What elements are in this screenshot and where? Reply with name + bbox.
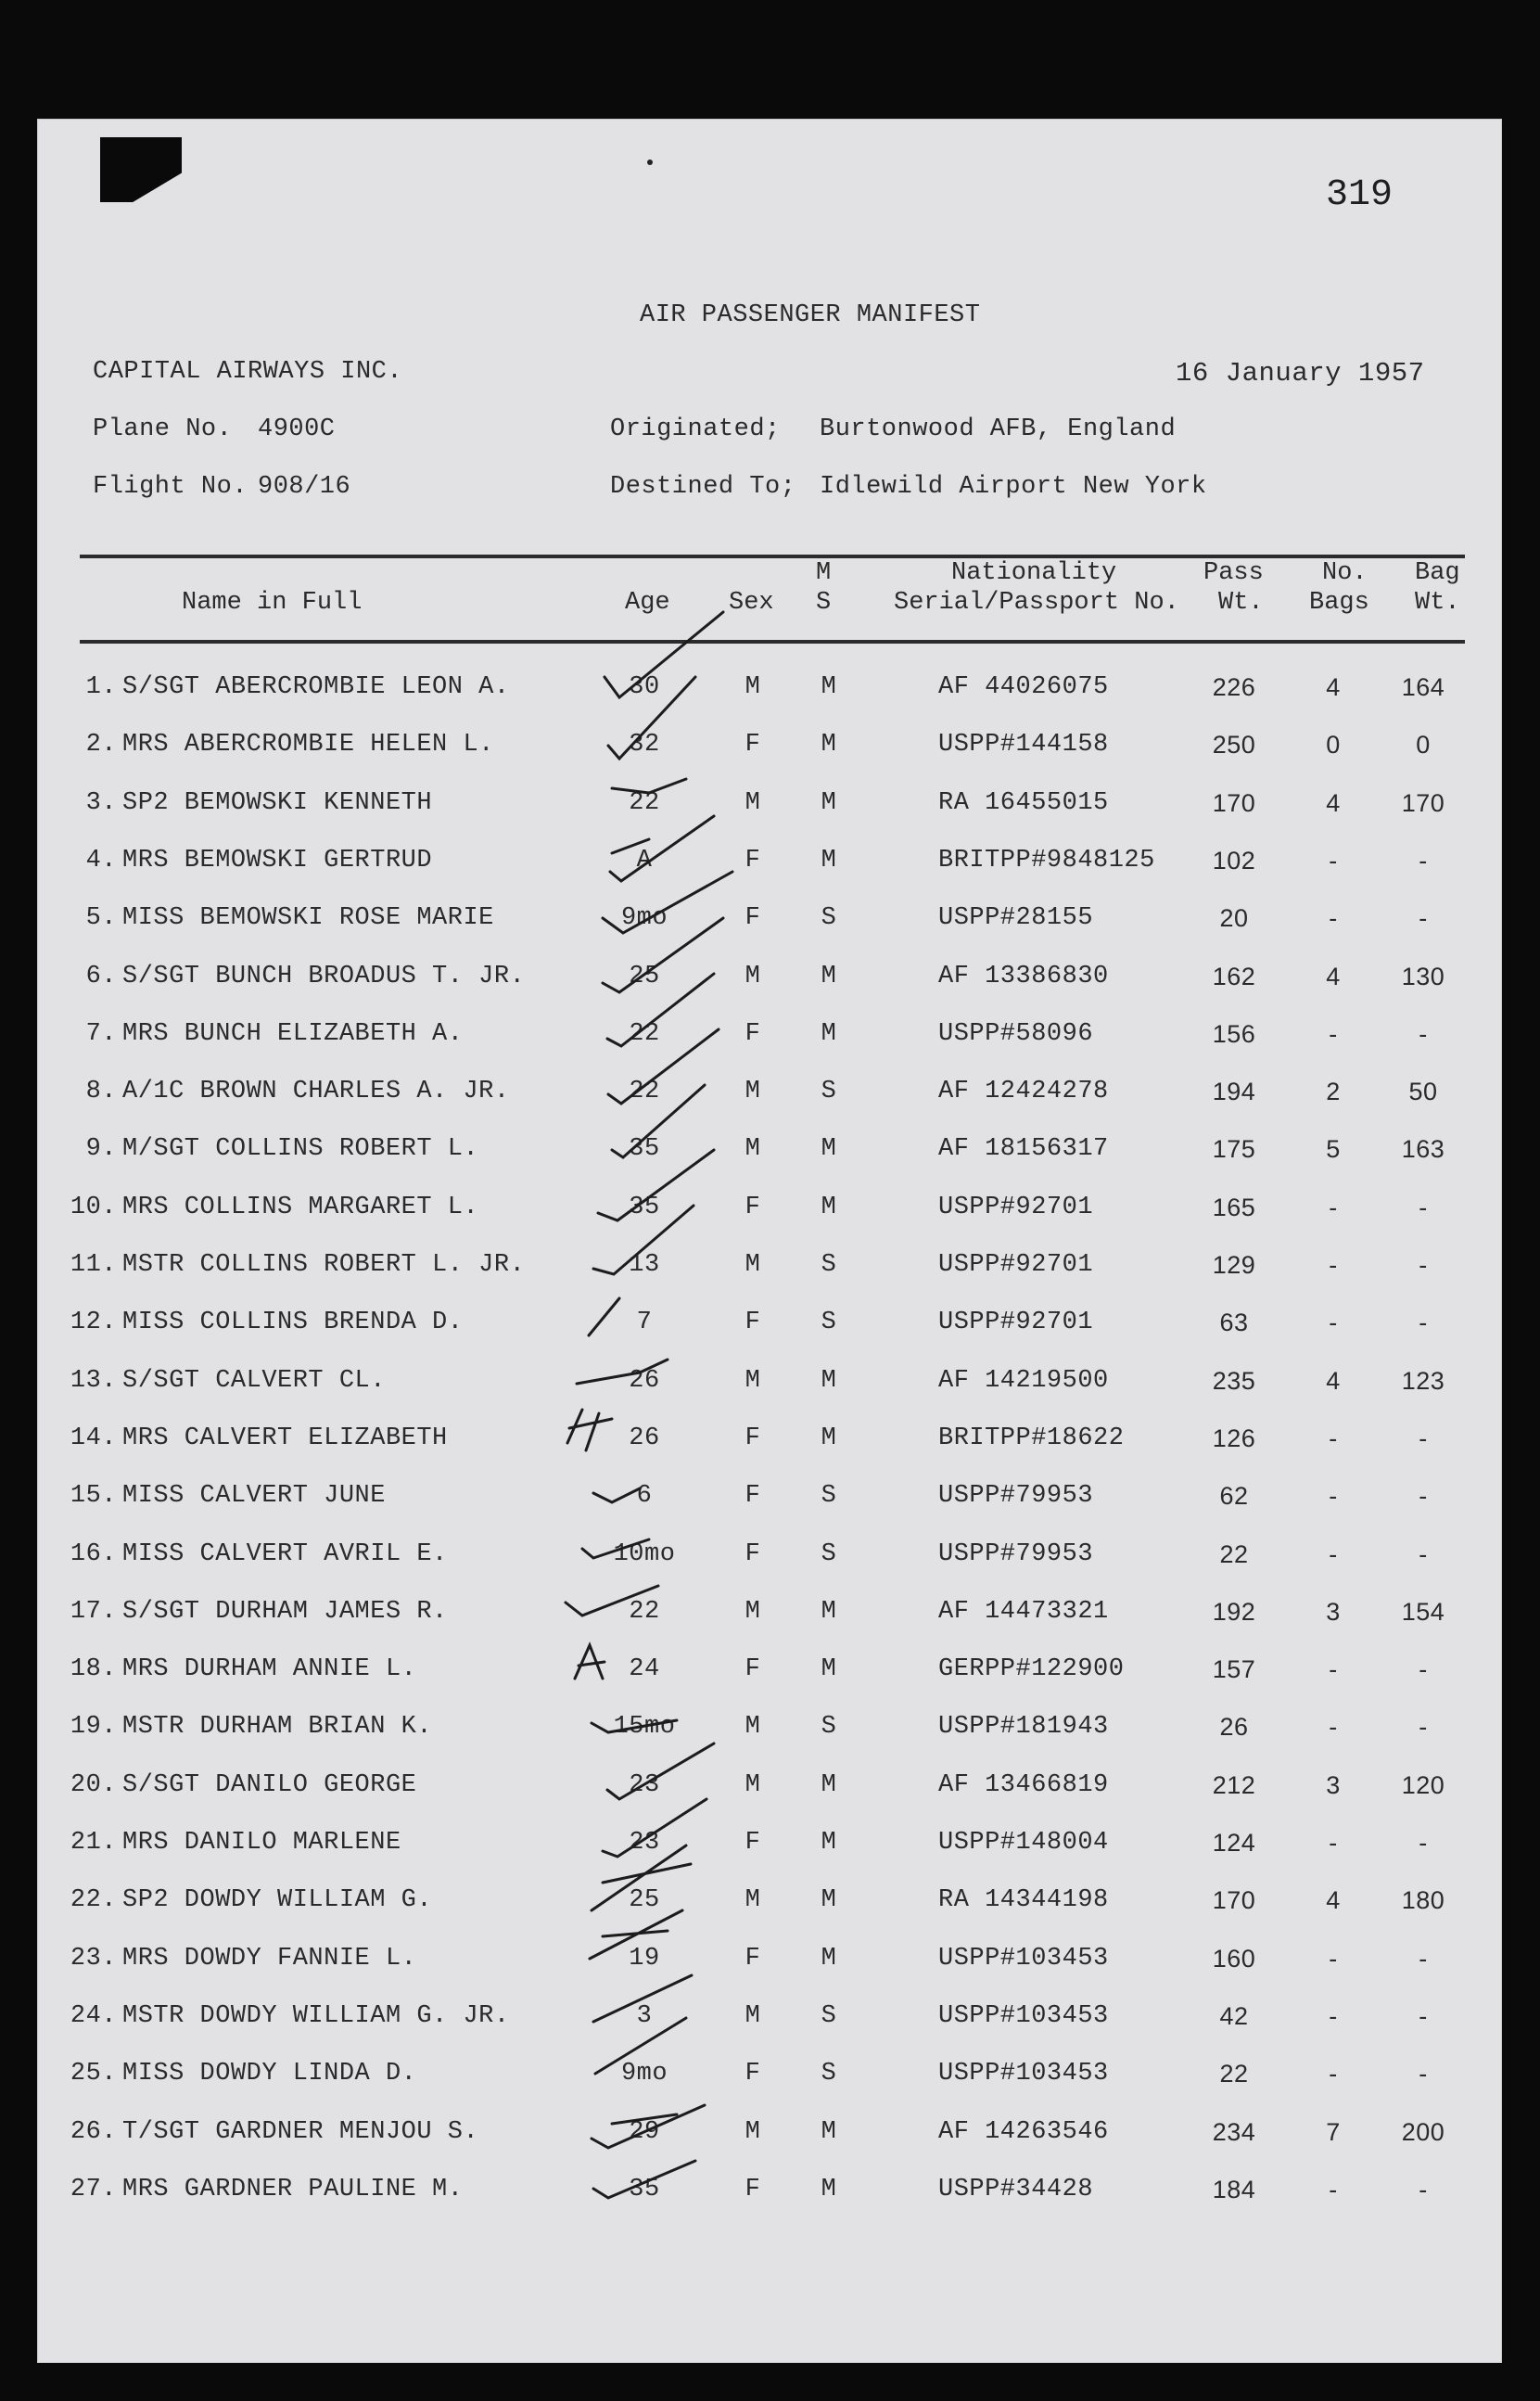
passenger-age: 26: [629, 1366, 660, 1395]
passenger-age: 22: [629, 788, 660, 817]
passenger-name: MRS GARDNER PAULINE M.: [122, 2175, 464, 2203]
marital-status: M: [821, 1193, 837, 1221]
passenger-weight: 212: [1212, 1770, 1256, 1799]
passenger-name: MSTR DOWDY WILLIAM G. JR.: [122, 2001, 510, 2030]
passenger-weight: 63: [1219, 1309, 1249, 1337]
passenger-sex: F: [745, 1539, 761, 1568]
bag-weight: -: [1419, 1944, 1428, 1973]
passenger-age: 22: [629, 1078, 660, 1106]
serial-passport-number: AF 14473321: [938, 1597, 1109, 1626]
number-of-bags: 2: [1326, 1078, 1341, 1106]
passenger-weight: 26: [1219, 1713, 1249, 1742]
table-row: [0, 1829, 1540, 1866]
marital-status: S: [821, 2001, 837, 2030]
passenger-name: MRS DOWDY FANNIE L.: [122, 1944, 417, 1973]
passenger-name: MRS DANILO MARLENE: [122, 1829, 401, 1857]
passenger-age: 32: [629, 731, 660, 760]
origin-value: Burtonwood AFB, England: [820, 415, 1177, 443]
bag-weight: 180: [1401, 1886, 1445, 1915]
bag-weight: -: [1419, 1655, 1428, 1684]
marital-status: M: [821, 1135, 837, 1164]
marital-status: M: [821, 788, 837, 817]
marital-status: M: [821, 731, 837, 760]
passenger-sex: F: [745, 1655, 761, 1684]
col-header-nationality: Nationality: [951, 559, 1117, 587]
col-header-bag: Bag: [1415, 559, 1460, 587]
marital-status: M: [821, 1424, 837, 1452]
number-of-bags: 4: [1326, 788, 1341, 817]
passenger-age: 10mo: [613, 1539, 676, 1568]
col-header-no: No.: [1322, 559, 1368, 587]
number-of-bags: -: [1329, 1482, 1338, 1511]
table-row: [0, 1020, 1540, 1057]
number-of-bags: -: [1329, 1424, 1338, 1452]
col-header-bags: Bags: [1309, 589, 1369, 617]
passenger-sex: F: [745, 1482, 761, 1511]
row-number: 24.: [70, 2001, 117, 2030]
number-of-bags: 4: [1326, 1366, 1341, 1395]
number-of-bags: 3: [1326, 1770, 1341, 1799]
number-of-bags: 4: [1326, 1886, 1341, 1915]
passenger-age: 29: [629, 2117, 660, 2146]
number-of-bags: -: [1329, 904, 1338, 933]
number-of-bags: -: [1329, 2001, 1338, 2030]
passenger-weight: 160: [1212, 1944, 1256, 1973]
passenger-age: 25: [629, 962, 660, 990]
number-of-bags: -: [1329, 2175, 1338, 2203]
marital-status: M: [821, 1886, 837, 1915]
marital-status: S: [821, 2060, 837, 2088]
table-row: [0, 1713, 1540, 1750]
marital-status: M: [821, 1597, 837, 1626]
row-number: 23.: [70, 1944, 117, 1973]
table-row: [0, 789, 1540, 826]
table-row: [0, 1482, 1540, 1519]
passenger-weight: 175: [1212, 1135, 1256, 1164]
passenger-sex: F: [745, 2060, 761, 2088]
serial-passport-number: AF 14263546: [938, 2117, 1109, 2146]
passenger-age: 3: [636, 2001, 653, 2030]
serial-passport-number: AF 18156317: [938, 1135, 1109, 1164]
table-row: [0, 673, 1540, 710]
serial-passport-number: USPP#79953: [938, 1539, 1094, 1568]
passenger-name: MRS BEMOWSKI GERTRUD: [122, 846, 433, 875]
passenger-name: M/SGT COLLINS ROBERT L.: [122, 1135, 479, 1164]
originated-label: Originated;: [610, 415, 781, 443]
passenger-age: 22: [629, 1019, 660, 1048]
marital-status: S: [821, 1251, 837, 1279]
number-of-bags: -: [1329, 2060, 1338, 2088]
passenger-weight: 129: [1212, 1251, 1256, 1279]
serial-passport-number: USPP#34428: [938, 2175, 1094, 2203]
passenger-age: 13: [629, 1251, 660, 1279]
ink-dot: [647, 160, 653, 165]
marital-status: M: [821, 2175, 837, 2203]
row-number: 9.: [85, 1135, 117, 1164]
header-bottom-rule: [80, 640, 1465, 644]
marital-status: M: [821, 1019, 837, 1048]
serial-passport-number: GERPP#122900: [938, 1655, 1125, 1684]
table-row: [0, 904, 1540, 941]
serial-passport-number: USPP#92701: [938, 1251, 1094, 1279]
manifest-title: AIR PASSENGER MANIFEST: [640, 301, 981, 329]
serial-passport-number: USPP#79953: [938, 1482, 1094, 1511]
table-row: [0, 731, 1540, 768]
table-row: [0, 1194, 1540, 1231]
passenger-name: MSTR DURHAM BRIAN K.: [122, 1713, 433, 1742]
bag-weight: -: [1419, 1713, 1428, 1742]
col-header-ms-top: M: [816, 559, 832, 587]
serial-passport-number: USPP#28155: [938, 904, 1094, 933]
passenger-name: S/SGT DURHAM JAMES R.: [122, 1597, 448, 1626]
passenger-age: 24: [629, 1655, 660, 1684]
number-of-bags: -: [1329, 1019, 1338, 1048]
table-row: [0, 1886, 1540, 1923]
passenger-age: 6: [636, 1482, 653, 1511]
row-number: 5.: [85, 904, 117, 933]
flight-label: Flight No.: [93, 473, 248, 501]
passenger-sex: F: [745, 731, 761, 760]
passenger-weight: 156: [1212, 1019, 1256, 1048]
serial-passport-number: AF 13386830: [938, 962, 1109, 990]
passenger-age: 26: [629, 1424, 660, 1452]
bag-weight: 170: [1401, 788, 1445, 817]
passenger-sex: F: [745, 1019, 761, 1048]
passenger-age: 7: [636, 1309, 653, 1337]
passenger-weight: 22: [1219, 2060, 1249, 2088]
bag-weight: 200: [1401, 2117, 1445, 2146]
number-of-bags: 4: [1326, 673, 1341, 701]
serial-passport-number: USPP#181943: [938, 1713, 1109, 1742]
destined-label: Destined To;: [610, 473, 796, 501]
passenger-age: 22: [629, 1597, 660, 1626]
bag-weight: 0: [1416, 731, 1431, 760]
marital-status: S: [821, 1713, 837, 1742]
passenger-name: SP2 BEMOWSKI KENNETH: [122, 788, 433, 817]
col-header-pass: Pass: [1203, 559, 1264, 587]
bag-weight: -: [1419, 1482, 1428, 1511]
marital-status: M: [821, 673, 837, 701]
table-row: [0, 847, 1540, 884]
row-number: 22.: [70, 1886, 117, 1915]
row-number: 3.: [85, 788, 117, 817]
passenger-sex: M: [745, 1251, 761, 1279]
marital-status: M: [821, 1770, 837, 1799]
passenger-name: S/SGT BUNCH BROADUS T. JR.: [122, 962, 526, 990]
passenger-age: 19: [629, 1944, 660, 1973]
bag-weight: 164: [1401, 673, 1445, 701]
col-header-name: Name in Full: [182, 589, 363, 617]
passenger-name: S/SGT CALVERT CL.: [122, 1366, 386, 1395]
table-row: [0, 1771, 1540, 1808]
serial-passport-number: AF 44026075: [938, 673, 1109, 701]
bag-weight: -: [1419, 1539, 1428, 1568]
passenger-age: 23: [629, 1829, 660, 1857]
passenger-sex: F: [745, 1944, 761, 1973]
passenger-age: 35: [629, 2175, 660, 2203]
passenger-weight: 250: [1212, 731, 1256, 760]
serial-passport-number: BRITPP#18622: [938, 1424, 1125, 1452]
passenger-name: MRS COLLINS MARGARET L.: [122, 1193, 479, 1221]
table-row: [0, 2176, 1540, 2213]
row-number: 6.: [85, 962, 117, 990]
number-of-bags: -: [1329, 1713, 1338, 1742]
passenger-sex: M: [745, 1597, 761, 1626]
row-number: 10.: [70, 1193, 117, 1221]
bag-weight: 154: [1401, 1597, 1445, 1626]
bag-weight: -: [1419, 1251, 1428, 1279]
col-header-bag-wt: Wt.: [1415, 589, 1460, 617]
serial-passport-number: USPP#103453: [938, 2060, 1109, 2088]
bag-weight: 50: [1408, 1078, 1438, 1106]
bag-weight: 120: [1401, 1770, 1445, 1799]
row-number: 1.: [85, 673, 117, 701]
number-of-bags: -: [1329, 1193, 1338, 1221]
row-number: 27.: [70, 2175, 117, 2203]
row-number: 20.: [70, 1770, 117, 1799]
manifest-date: 16 January 1957: [1176, 358, 1425, 389]
serial-passport-number: USPP#103453: [938, 1944, 1109, 1973]
serial-passport-number: USPP#148004: [938, 1829, 1109, 1857]
table-row: [0, 963, 1540, 1000]
table-row: [0, 1309, 1540, 1346]
passenger-sex: M: [745, 2117, 761, 2146]
row-number: 26.: [70, 2117, 117, 2146]
number-of-bags: -: [1329, 1829, 1338, 1857]
bag-weight: -: [1419, 1193, 1428, 1221]
number-of-bags: -: [1329, 1655, 1338, 1684]
bag-weight: 130: [1401, 962, 1445, 990]
bag-weight: -: [1419, 1829, 1428, 1857]
row-number: 14.: [70, 1424, 117, 1452]
passenger-weight: 226: [1212, 673, 1256, 701]
passenger-sex: M: [745, 1713, 761, 1742]
passenger-name: SP2 DOWDY WILLIAM G.: [122, 1886, 433, 1915]
passenger-sex: M: [745, 1135, 761, 1164]
table-row: [0, 1078, 1540, 1115]
passenger-weight: 192: [1212, 1597, 1256, 1626]
passenger-weight: 157: [1212, 1655, 1256, 1684]
destination-value: Idlewild Airport New York: [820, 473, 1207, 501]
passenger-sex: F: [745, 846, 761, 875]
passenger-age: 23: [629, 1770, 660, 1799]
passenger-sex: M: [745, 1078, 761, 1106]
row-number: 11.: [70, 1251, 117, 1279]
row-number: 8.: [85, 1078, 117, 1106]
bag-weight: -: [1419, 2175, 1428, 2203]
passenger-weight: 170: [1212, 788, 1256, 817]
passenger-weight: 42: [1219, 2001, 1249, 2030]
serial-passport-number: RA 14344198: [938, 1886, 1109, 1915]
table-row: [0, 1424, 1540, 1462]
marital-status: S: [821, 904, 837, 933]
row-number: 16.: [70, 1539, 117, 1568]
col-header-pass-wt: Wt.: [1218, 589, 1264, 617]
number-of-bags: 7: [1326, 2117, 1341, 2146]
passenger-name: S/SGT DANILO GEORGE: [122, 1770, 417, 1799]
number-of-bags: 4: [1326, 962, 1341, 990]
carrier-name: CAPITAL AIRWAYS INC.: [93, 358, 403, 386]
bag-weight: -: [1419, 846, 1428, 875]
passenger-weight: 20: [1219, 904, 1249, 933]
serial-passport-number: AF 14219500: [938, 1366, 1109, 1395]
row-number: 2.: [85, 731, 117, 760]
passenger-name: MRS DURHAM ANNIE L.: [122, 1655, 417, 1684]
marital-status: S: [821, 1539, 837, 1568]
passenger-sex: F: [745, 904, 761, 933]
passenger-weight: 124: [1212, 1829, 1256, 1857]
number-of-bags: -: [1329, 1251, 1338, 1279]
passenger-name: MISS COLLINS BRENDA D.: [122, 1309, 464, 1337]
table-row: [0, 1135, 1540, 1172]
passenger-age: 35: [629, 1193, 660, 1221]
passenger-weight: 102: [1212, 846, 1256, 875]
passenger-age: A: [636, 846, 653, 875]
table-row: [0, 2060, 1540, 2097]
passenger-name: MISS BEMOWSKI ROSE MARIE: [122, 904, 494, 933]
passenger-sex: M: [745, 788, 761, 817]
row-number: 25.: [70, 2060, 117, 2088]
marital-status: M: [821, 2117, 837, 2146]
passenger-name: S/SGT ABERCROMBIE LEON A.: [122, 673, 510, 701]
bag-weight: -: [1419, 2001, 1428, 2030]
number-of-bags: 5: [1326, 1135, 1341, 1164]
row-number: 13.: [70, 1366, 117, 1395]
row-number: 12.: [70, 1309, 117, 1337]
number-of-bags: -: [1329, 1539, 1338, 1568]
marital-status: M: [821, 962, 837, 990]
flight-number: 908/16: [258, 473, 351, 501]
passenger-name: A/1C BROWN CHARLES A. JR.: [122, 1078, 510, 1106]
passenger-name: MRS BUNCH ELIZABETH A.: [122, 1019, 464, 1048]
marital-status: M: [821, 1944, 837, 1973]
passenger-sex: F: [745, 1309, 761, 1337]
passenger-age: 9mo: [620, 2060, 668, 2088]
passenger-sex: M: [745, 1366, 761, 1395]
passenger-sex: F: [745, 1193, 761, 1221]
passenger-name: T/SGT GARDNER MENJOU S.: [122, 2117, 479, 2146]
table-row: [0, 2118, 1540, 2155]
passenger-name: MRS CALVERT ELIZABETH: [122, 1424, 448, 1452]
passenger-age: 9mo: [620, 904, 668, 933]
passenger-sex: M: [745, 2001, 761, 2030]
serial-passport-number: USPP#144158: [938, 731, 1109, 760]
serial-passport-number: AF 12424278: [938, 1078, 1109, 1106]
passenger-weight: 234: [1212, 2117, 1256, 2146]
passenger-name: MSTR COLLINS ROBERT L. JR.: [122, 1251, 526, 1279]
passenger-name: MISS CALVERT JUNE: [122, 1482, 386, 1511]
serial-passport-number: RA 16455015: [938, 788, 1109, 817]
col-header-sex: Sex: [729, 589, 774, 617]
passenger-weight: 235: [1212, 1366, 1256, 1395]
passenger-weight: 162: [1212, 962, 1256, 990]
bag-weight: -: [1419, 2060, 1428, 2088]
table-row: [0, 1655, 1540, 1692]
passenger-weight: 126: [1212, 1424, 1256, 1452]
passenger-age: 25: [629, 1886, 660, 1915]
bag-weight: -: [1419, 1424, 1428, 1452]
table-row: [0, 1367, 1540, 1404]
row-number: 19.: [70, 1713, 117, 1742]
passenger-age: 15mo: [613, 1713, 676, 1742]
number-of-bags: -: [1329, 1309, 1338, 1337]
serial-passport-number: USPP#92701: [938, 1309, 1094, 1337]
marital-status: M: [821, 846, 837, 875]
passenger-weight: 62: [1219, 1482, 1249, 1511]
passenger-weight: 184: [1212, 2175, 1256, 2203]
number-of-bags: -: [1329, 846, 1338, 875]
serial-passport-number: AF 13466819: [938, 1770, 1109, 1799]
number-of-bags: -: [1329, 1944, 1338, 1973]
bag-weight: -: [1419, 1019, 1428, 1048]
plane-number: 4900C: [258, 415, 336, 443]
marital-status: M: [821, 1829, 837, 1857]
col-header-serial: Serial/Passport No.: [894, 589, 1179, 617]
table-row: [0, 1251, 1540, 1288]
passenger-weight: 170: [1212, 1886, 1256, 1915]
passenger-sex: M: [745, 1886, 761, 1915]
row-number: 4.: [85, 846, 117, 875]
passenger-weight: 165: [1212, 1193, 1256, 1221]
bag-weight: 123: [1401, 1366, 1445, 1395]
passenger-sex: M: [745, 1770, 761, 1799]
table-row: [0, 1540, 1540, 1577]
row-number: 7.: [85, 1019, 117, 1048]
marital-status: S: [821, 1078, 837, 1106]
marital-status: M: [821, 1655, 837, 1684]
col-header-ms-bottom: S: [816, 589, 832, 617]
serial-passport-number: USPP#103453: [938, 2001, 1109, 2030]
marital-status: S: [821, 1482, 837, 1511]
table-row: [0, 1598, 1540, 1635]
passenger-sex: F: [745, 1829, 761, 1857]
passenger-name: MISS CALVERT AVRIL E.: [122, 1539, 448, 1568]
passenger-weight: 194: [1212, 1078, 1256, 1106]
page-number: 319: [1326, 174, 1394, 216]
col-header-age: Age: [625, 589, 670, 617]
serial-passport-number: USPP#92701: [938, 1193, 1094, 1221]
marital-status: S: [821, 1309, 837, 1337]
serial-passport-number: USPP#58096: [938, 1019, 1094, 1048]
passenger-sex: M: [745, 962, 761, 990]
row-number: 18.: [70, 1655, 117, 1684]
passenger-age: 35: [629, 1135, 660, 1164]
number-of-bags: 3: [1326, 1597, 1341, 1626]
table-row: [0, 2002, 1540, 2039]
plane-label: Plane No.: [93, 415, 233, 443]
row-number: 15.: [70, 1482, 117, 1511]
passenger-age: 30: [629, 673, 660, 701]
passenger-sex: F: [745, 2175, 761, 2203]
bag-weight: -: [1419, 904, 1428, 933]
bag-weight: -: [1419, 1309, 1428, 1337]
passenger-weight: 22: [1219, 1539, 1249, 1568]
row-number: 17.: [70, 1597, 117, 1626]
passenger-sex: F: [745, 1424, 761, 1452]
row-number: 21.: [70, 1829, 117, 1857]
bag-weight: 163: [1401, 1135, 1445, 1164]
passenger-name: MISS DOWDY LINDA D.: [122, 2060, 417, 2088]
passenger-sex: M: [745, 673, 761, 701]
passenger-name: MRS ABERCROMBIE HELEN L.: [122, 731, 494, 760]
serial-passport-number: BRITPP#9848125: [938, 846, 1155, 875]
table-row: [0, 1945, 1540, 1982]
marital-status: M: [821, 1366, 837, 1395]
number-of-bags: 0: [1326, 731, 1341, 760]
